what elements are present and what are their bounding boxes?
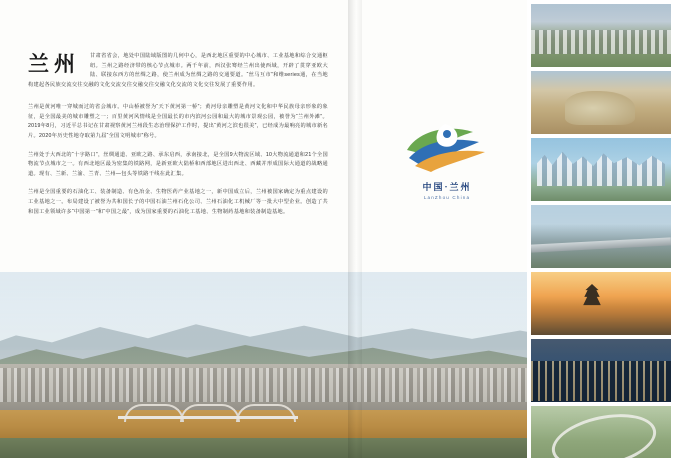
photo-sheen	[531, 339, 671, 402]
photo-sheen	[531, 71, 671, 134]
photo-modern-towers	[531, 138, 671, 201]
logo-english-text: LanZhou China	[423, 195, 471, 200]
article-text-column	[28, 52, 328, 226]
photo-highway-interchange	[531, 406, 671, 458]
photo-strip	[527, 0, 675, 458]
paragraph: 兰州是全国重要的石油化工、装备制造、有色冶金、生物医药产业基地之一，新中国成立后，兰州被国家确定为重点建设的工业基地之一。布局建设了被誉为共和国长子的中国石油兰州石化公司、兰州石油化工机械厂等一批大中型企业。创造了共和国工业领域许多“中国第一”和“中国之最”，成为国家重要的石油化工基地、生物制药基地和装备制造基地。	[28, 189, 328, 215]
logo-chinese-text: 中国·兰州	[422, 182, 472, 192]
photo-sunset-pagoda	[531, 272, 671, 335]
photo-sheen	[531, 205, 671, 268]
lanzhou-city-panorama	[0, 272, 527, 458]
photo-sheen	[531, 138, 671, 201]
photo-desert-sphinx	[531, 71, 671, 134]
photo-sheen	[531, 4, 671, 67]
photo-sheen	[531, 272, 671, 335]
city-logo	[392, 120, 502, 200]
lanzhou-emblem-icon	[401, 120, 493, 172]
panorama-haze-overlay	[0, 272, 527, 458]
photo-sheen	[531, 406, 671, 458]
photo-riverside-highway	[531, 205, 671, 268]
photo-night-skyline	[531, 339, 671, 402]
paragraph: 兰州处于大西北的“十字路口”，丝绸通道、亚欧之路、承东启西，承南接北，是全国9大物流区域、10大物流通道和21个全国物流节点城市之一。有西北地区最为密集的铁路网，是新亚欧大陆桥和西部地区进出西北、西藏并形成国际大通道的战略通道。现有、兰新、兰渝、兰青、兰州—包头等铁路干线在此汇集。	[28, 151, 328, 177]
paragraph: 甘肃省省会，地处中国陆域版图的几何中心，是西北地区重要的中心城市、工业基地和综合交通枢纽。兰州之路经济带的核心节点城市。两千年前，西汉张骞经兰州出使西域，开辟了贯穿亚欧大陆、联接东西方的丝绸之路，使兰州成为丝绸之路的交通要道。“丝马互市”和维series通，在当地构建起各民族交流交往交融的文化交流交往交融交往交融文化交流的文化交往发展了重要作用。	[28, 53, 328, 88]
paragraph: 兰州是黄河唯一穿城而过的省会城市。中山桥被誉为“天下黄河第一桥”；黄河母亲雕塑是黄河文化和中华民族母亲形象的象征，是全国最美的城市雕塑之一；百里黄河风情线是全国最长的市内滨河公园和最大的城市景观公园，被誉为“兰州外滩”。2019年8月，习近平总书记在甘肃视察黄河兰州段生态治理保护工作时，提出“黄河之滨也很美”，已经成为最响亮的城市新名片。2020年历史性地夺取第九届“全国文明城市”称号。	[28, 104, 328, 139]
photo-industrial-aerial	[531, 4, 671, 67]
page-title: 兰州	[28, 52, 80, 76]
